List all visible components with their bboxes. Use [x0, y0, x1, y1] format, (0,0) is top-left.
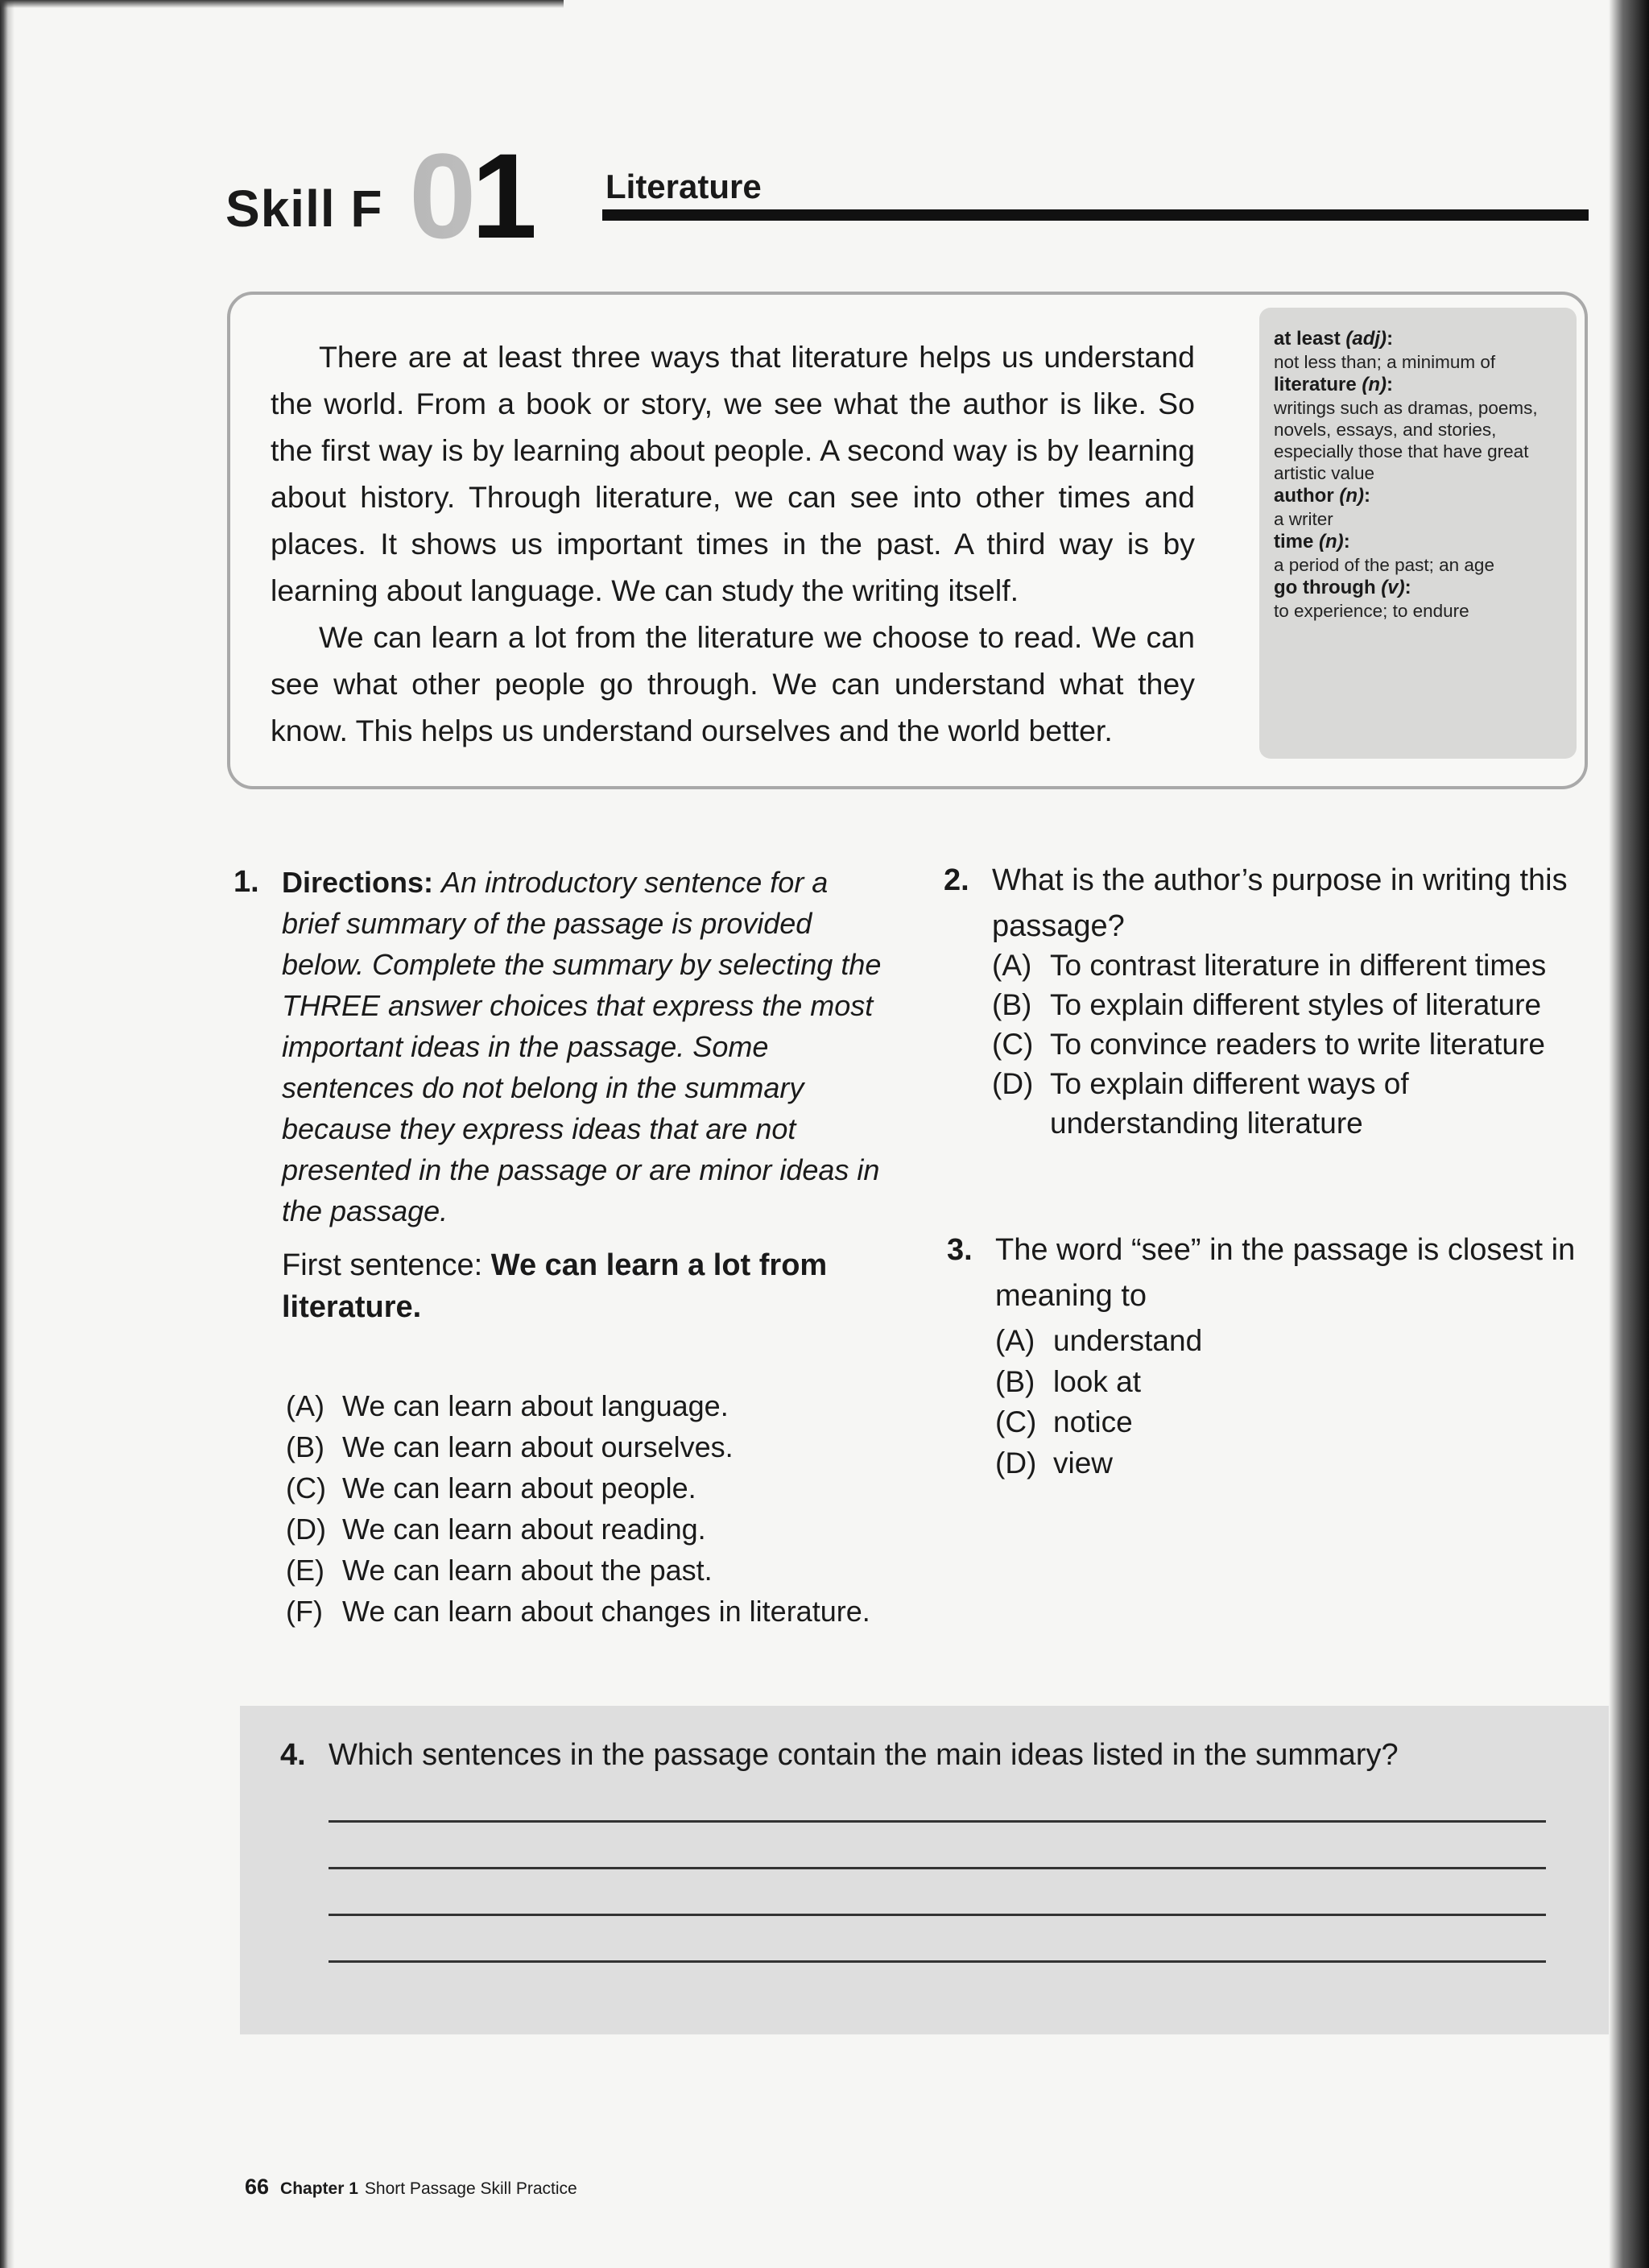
option-letter: (A) — [286, 1389, 324, 1422]
option-letter: (D) — [992, 1067, 1034, 1100]
option-letter: (A) — [995, 1324, 1035, 1357]
option-letter: (C) — [286, 1471, 326, 1504]
glossary-entry: literature (n): writings such as dramas, poems, novels, essays, and stories, especially those that have great artistic value — [1274, 373, 1562, 484]
glossary-term: time — [1274, 531, 1314, 553]
answer-option[interactable] — [995, 1443, 1202, 1484]
option-letter: (F) — [286, 1595, 323, 1628]
option-letter: (A) — [992, 949, 1032, 982]
question-2-options — [992, 946, 1546, 1143]
option-letter: (B) — [995, 1364, 1035, 1398]
glossary-definition: to experience; to endure — [1274, 601, 1469, 621]
first-sentence-label: First sentence: — [282, 1248, 483, 1282]
first-sentence-text: We can learn a lot from literature. — [282, 1248, 828, 1324]
skill-label: Skill F — [225, 180, 383, 238]
section-title-rule — [602, 209, 1589, 221]
answer-line[interactable] — [329, 1914, 1546, 1916]
option-letter: (B) — [286, 1430, 324, 1463]
glossary-term: author — [1274, 485, 1334, 507]
page-binding-shadow — [0, 0, 14, 2268]
answer-option[interactable] — [286, 1550, 870, 1591]
answer-option[interactable] — [286, 1467, 870, 1509]
glossary-entry: go through (v): to experience; to endure — [1274, 576, 1562, 622]
option-text: To contrast literature in different times — [1050, 949, 1547, 982]
answer-option[interactable] — [995, 1321, 1202, 1362]
answer-line[interactable] — [329, 1820, 1546, 1823]
passage-text — [271, 333, 1195, 754]
answer-option[interactable] — [995, 1402, 1202, 1443]
section-title: Literature — [605, 168, 762, 205]
question-4-answer-area — [240, 1706, 1609, 2034]
option-text: We can learn about people. — [342, 1471, 696, 1504]
question-1-options — [286, 1385, 870, 1632]
option-letter: (D) — [995, 1446, 1037, 1480]
answer-line[interactable] — [329, 1960, 1546, 1963]
glossary-definition: a writer — [1274, 509, 1333, 529]
page-edge-shadow — [1609, 0, 1649, 2268]
question-2-line: passage? — [992, 909, 1125, 943]
passage-paragraph: We can learn a lot from the literature we choose to read. We can see what other people go through. We can understand what they know. This helps us understand ourselves and the world better. — [271, 620, 1195, 747]
page-number: 66 — [245, 2175, 270, 2199]
answer-option[interactable] — [992, 1064, 1546, 1103]
answer-option[interactable] — [992, 1024, 1546, 1064]
option-text: We can learn about ourselves. — [342, 1430, 734, 1463]
answer-option[interactable] — [286, 1509, 870, 1550]
question-2-line: What is the author’s purpose in writing this — [992, 863, 1568, 897]
option-text: We can learn about changes in literature. — [342, 1595, 870, 1628]
option-text: We can learn about language. — [342, 1389, 729, 1422]
answer-option[interactable] — [286, 1426, 870, 1467]
glossary-pos: (n) — [1362, 374, 1387, 395]
passage-box — [227, 292, 1588, 789]
answer-option[interactable] — [286, 1591, 870, 1632]
glossary-pos: (n) — [1339, 485, 1364, 507]
chapter-title: Short Passage Skill Practice — [364, 2179, 577, 2198]
option-text: look at — [1053, 1364, 1142, 1398]
glossary-entry: at least (adj): not less than; a minimum of — [1274, 327, 1562, 373]
question-4-number: 4. — [280, 1738, 306, 1772]
chapter-label: Chapter 1 — [280, 2179, 358, 2198]
option-text: To explain different ways of — [1050, 1067, 1409, 1100]
glossary-sidebar — [1259, 308, 1577, 759]
answer-option[interactable] — [995, 1362, 1202, 1403]
glossary-definition: writings such as dramas, poems, novels, essays, and stories, especially those that have great artistic value — [1274, 398, 1538, 483]
question-2-text — [992, 858, 1588, 950]
option-letter: (E) — [286, 1554, 324, 1587]
directions-text: An introductory sentence for a brief summary of the passage is provided below. Complete the summary by selecting the THREE answer choices that express the most important ideas in the passage. Some sentences do not belong in the summary because they express ideas that are not presented in the passage or are minor ideas in the passage. — [282, 866, 882, 1227]
option-text: To explain different styles of literature — [1050, 988, 1542, 1021]
glossary-pos: (adj) — [1345, 328, 1387, 350]
option-letter: (C) — [995, 1405, 1037, 1438]
option-letter: (B) — [992, 988, 1032, 1021]
option-text: To convince readers to write literature — [1050, 1028, 1545, 1061]
page-top-shadow — [0, 0, 564, 8]
question-4 — [280, 1738, 1399, 1773]
glossary-term: literature — [1274, 374, 1357, 395]
directions-label: Directions: — [282, 866, 434, 899]
question-3-options — [995, 1321, 1202, 1484]
option-text: understand — [1053, 1324, 1203, 1357]
question-3-text: The word “see” in the passage is closest in meaning to — [995, 1233, 1576, 1313]
option-text: notice — [1053, 1405, 1133, 1438]
answer-option[interactable] — [992, 985, 1546, 1024]
question-4-text: Which sentences in the passage contain the main ideas listed in the summary? — [329, 1738, 1399, 1772]
glossary-definition: a period of the past; an age — [1274, 555, 1494, 575]
option-text: view — [1053, 1446, 1114, 1480]
glossary-entry: author (n): a writer — [1274, 484, 1562, 530]
skill-number: 01 — [409, 128, 534, 263]
option-text: We can learn about the past. — [342, 1554, 713, 1587]
page-footer — [245, 2175, 577, 2200]
first-sentence — [282, 1244, 886, 1328]
answer-option[interactable] — [286, 1385, 870, 1426]
glossary-term: at least — [1274, 328, 1341, 350]
answer-option[interactable] — [992, 946, 1546, 985]
glossary-entry: time (n): a period of the past; an age — [1274, 530, 1562, 576]
passage-paragraph: There are at least three ways that literature helps us understand the world. From a book or story, we see what the author is like. So the first way is by learning about people. A second way is by learning about history. Through literature, we can see into other times and places. It shows us important times in the past. A third way is by learning about language. We can study the writing itself. — [271, 340, 1195, 607]
glossary-term: go through — [1274, 577, 1376, 598]
answer-line[interactable] — [329, 1867, 1546, 1869]
option-letter: (D) — [286, 1513, 326, 1546]
glossary-pos: (v) — [1381, 577, 1405, 598]
option-letter: (C) — [992, 1028, 1034, 1061]
glossary-pos: (n) — [1319, 531, 1344, 553]
option-text: We can learn about reading. — [342, 1513, 706, 1546]
question-1-directions — [282, 862, 886, 1231]
option-text-continuation: understanding literature — [1050, 1107, 1363, 1140]
glossary-definition: not less than; a minimum of — [1274, 352, 1496, 372]
